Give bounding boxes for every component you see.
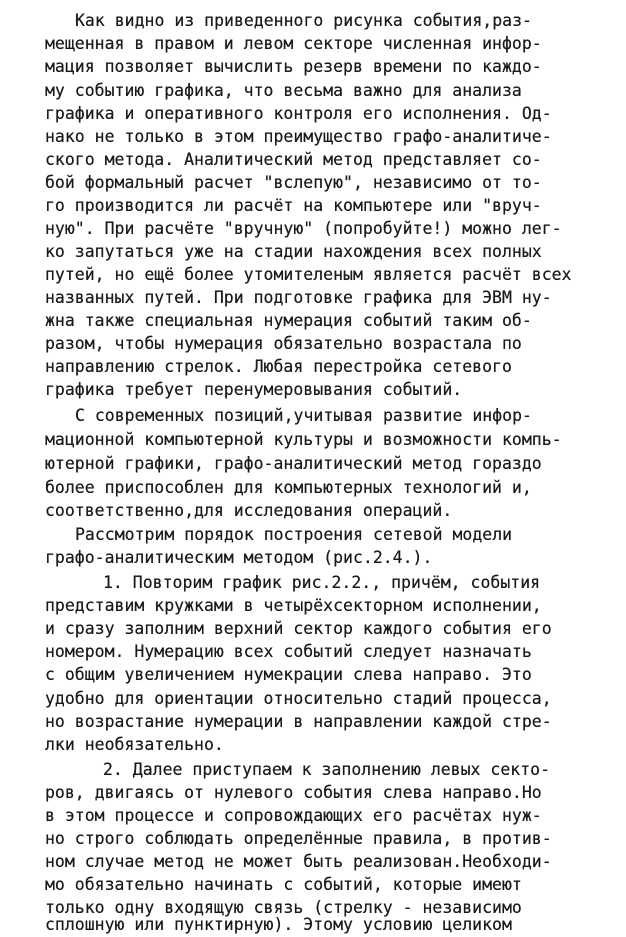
text-line: графика и оперативного контроля его исполнения. Од- bbox=[45, 104, 552, 123]
text-line: графика требует перенумеровывания событий. bbox=[45, 380, 463, 399]
text-line: удобно для ориентации относительно стадий процесса, bbox=[45, 689, 552, 708]
text-line: направлению стрелок. Любая перестройка сетевого bbox=[45, 357, 512, 376]
text-line: ную". При расчёте "вручную" (попробуйте!) можно лег- bbox=[45, 219, 562, 238]
text-line: с общим увеличением нумекрации слева направо. Это bbox=[45, 665, 532, 684]
text-line: ского метода. Аналитический метод представляет со- bbox=[45, 150, 542, 169]
text-line: ров, двигаясь от нулевого события слева направо.Но bbox=[45, 783, 542, 802]
text-line: мо обязательно начинать с событий, которые имеют bbox=[45, 875, 522, 894]
text-line: мационной компьютерной культуры и возможности компь- bbox=[45, 430, 562, 449]
text-line: Рассмотрим порядок построения сетевой модели bbox=[75, 525, 513, 544]
text-line: более приспособлен для компьютерных технологий и, bbox=[45, 478, 532, 497]
text-line: соответственно,для исследования операций. bbox=[45, 501, 453, 520]
text-line: 1. Повторим график рис.2.2., причём, события bbox=[103, 573, 541, 592]
text-line: ко запутаться уже на стадии нахождения всех полных bbox=[45, 242, 542, 261]
text-line: С современных позиций,учитывая развитие инфор- bbox=[75, 406, 532, 425]
text-line: только одну входящую связь (стрелку - независимо bbox=[45, 898, 522, 917]
text-line: номером. Нумерацию всех событий следует назначать bbox=[45, 642, 532, 661]
text-line: путей, но ещё более утомителеным является расчёт всех bbox=[45, 265, 572, 284]
text-line: го производится ли расчёт на компьютере или "вруч- bbox=[45, 196, 542, 215]
text-line: но возрастание нумерации в направлении каждой стре- bbox=[45, 712, 552, 731]
text-line: сплошную или пунктирную). Этому условию целиком bbox=[45, 915, 512, 934]
text-line: в этом процессе и сопровождающих его расчётах нуж- bbox=[45, 806, 542, 825]
text-line: нако не только в этом преимущество графо-аналитиче- bbox=[45, 127, 552, 146]
text-line: му событию графика, что весьма важно для анализа bbox=[45, 81, 522, 100]
text-line: мация позволяет вычислить резерв времени по каждо- bbox=[45, 57, 542, 76]
text-line: но строго соблюдать определённые правила, в против- bbox=[45, 829, 552, 848]
text-line: названных путей. При подготовке графика для ЭВМ ну- bbox=[45, 288, 552, 307]
text-line: Как видно из приведенного рисунка события,раз- bbox=[75, 11, 532, 30]
text-line: ном случае метод не может быть реализован.Необходи- bbox=[45, 852, 552, 871]
text-line: ютерной графики, графо-аналитический метод гораздо bbox=[45, 454, 542, 473]
text-line: представим кружками в четырёхсекторном исполнении, bbox=[45, 596, 542, 615]
text-line: разом, чтобы нумерация обязательно возрастала по bbox=[45, 334, 522, 353]
text-line: и сразу заполним верхний сектор каждого события его bbox=[45, 619, 552, 638]
text-line: бой формальный расчет "вслепую", независимо от то- bbox=[45, 173, 542, 192]
text-line: 2. Далее приступаем к заполнению левых секто- bbox=[103, 760, 551, 779]
text-line: мещенная в правом и левом секторе численная инфор- bbox=[45, 34, 542, 53]
text-line: графо-аналитическим методом (рис.2.4.). bbox=[45, 548, 433, 567]
text-line: жна также специальная нумерация событий таким об- bbox=[45, 311, 532, 330]
text-line: лки необязательно. bbox=[45, 735, 224, 754]
